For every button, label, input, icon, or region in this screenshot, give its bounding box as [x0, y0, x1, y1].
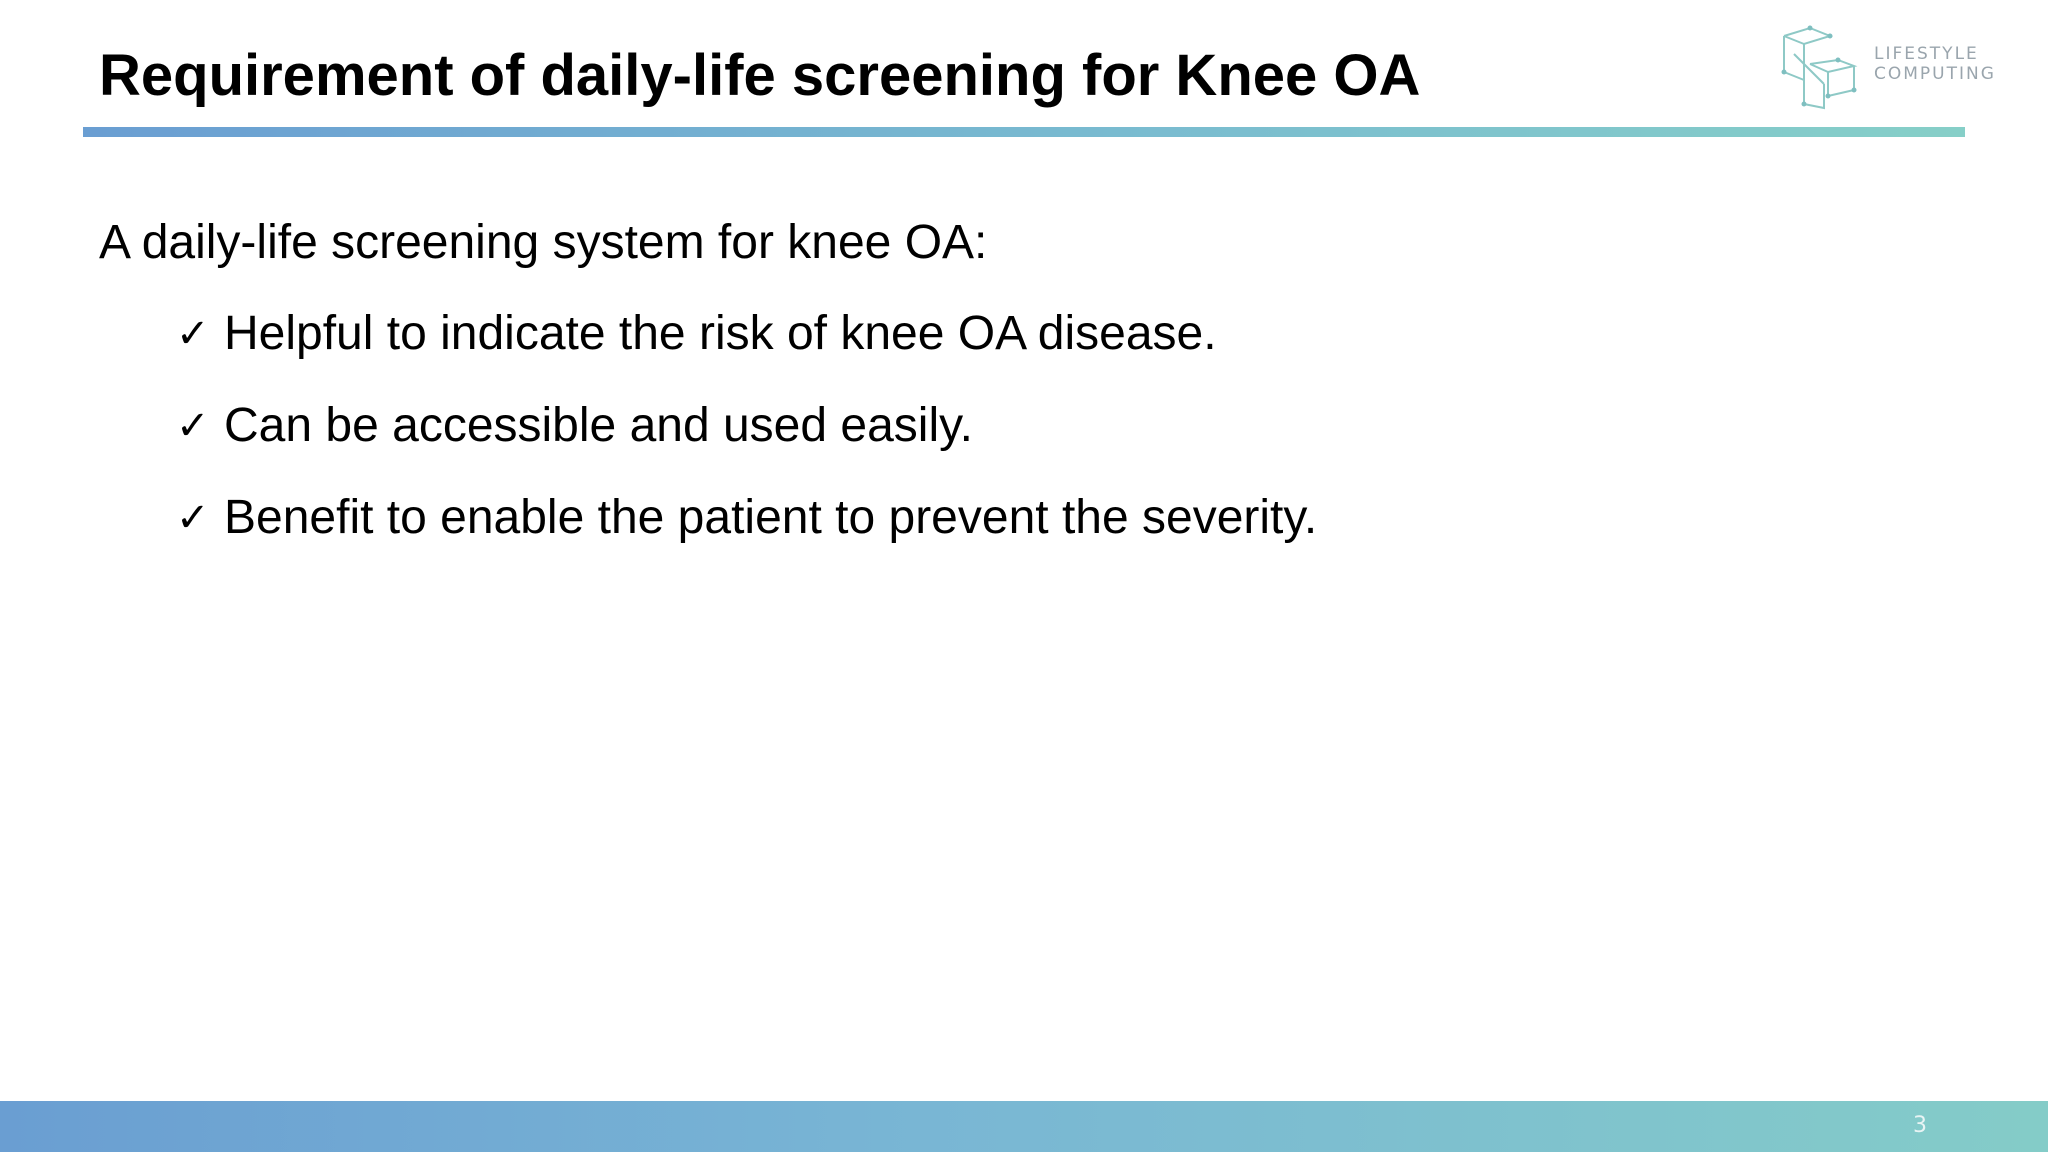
- bullet-text: Benefit to enable the patient to prevent the severity.: [224, 491, 1318, 544]
- logo: [1780, 24, 1996, 114]
- cube-network-icon: [1780, 24, 1870, 114]
- title-underline: [83, 127, 1965, 137]
- logo-text-line2: COMPUTING: [1874, 64, 1996, 84]
- list-item: [176, 488, 1317, 580]
- footer-bar: [0, 1101, 2048, 1152]
- intro-text: A daily-life screening system for knee OA:: [99, 216, 988, 269]
- bullet-text: Can be accessible and used easily.: [224, 399, 973, 452]
- slide-title: Requirement of daily-life screening for Knee OA: [99, 43, 1421, 108]
- checkmark-icon: ✓: [176, 403, 210, 449]
- checkmark-icon: ✓: [176, 311, 210, 357]
- checkmark-icon: ✓: [176, 495, 210, 541]
- page-number: 3: [1913, 1113, 1927, 1138]
- list-item: [176, 396, 1317, 488]
- list-item: [176, 304, 1317, 396]
- bullet-list: [176, 304, 1317, 580]
- bullet-text: Helpful to indicate the risk of knee OA disease.: [224, 307, 1217, 360]
- logo-text-line1: LIFESTYLE: [1874, 44, 1979, 64]
